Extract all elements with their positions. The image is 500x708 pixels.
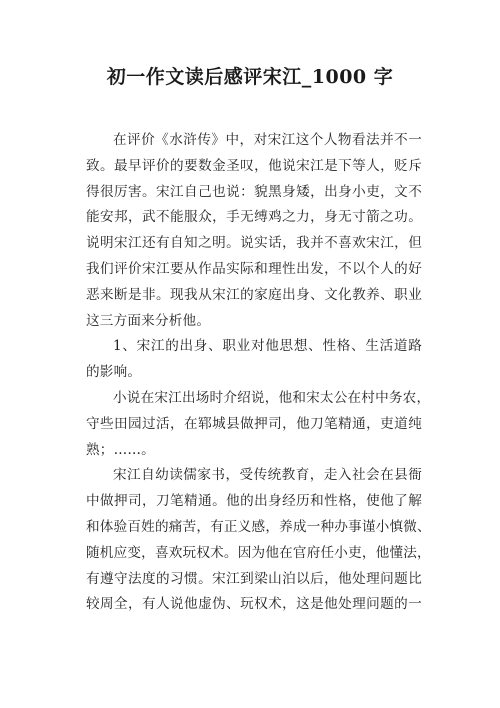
- document-title: 初一作文读后感评宋江_1000 字: [106, 66, 394, 88]
- paragraph-line: 有遵守法度的习惯。宋江到梁山泊以后，他处理问题比: [86, 570, 422, 587]
- paragraph-line: 这三方面来分析他。: [86, 312, 211, 329]
- paragraph-line: 小说在宋江出场时介绍说，他和宋太公在村中务农，: [113, 389, 431, 406]
- paragraph-line: 能安邦，武不能服众，手无缚鸡之力，身无寸箭之功。: [86, 209, 422, 226]
- section-heading-line: 的影响。: [86, 364, 142, 381]
- paragraph-line: 和体验百姓的痛苦，有正义感，养成一种办事谨小慎微、: [86, 518, 431, 535]
- paragraph-line: 得很厉害。宋江自己也说：貌黑身矮，出身小吏，文不: [86, 183, 422, 200]
- paragraph-line: 宋江自幼读儒家书，受传统教育，走入社会在县衙: [113, 467, 422, 484]
- document-body: [86, 128, 431, 618]
- paragraph-line: 恶来断是非。现我从宋江的家庭出身、文化教养、职业: [86, 286, 422, 303]
- paragraph-line: 守些田园过活，在郓城县做押司，他刀笔精通，吏道纯: [86, 415, 422, 432]
- paragraph-line: 我们评价宋江要从作品实际和理性出发，不以个人的好: [86, 260, 422, 277]
- paragraph-line: 熟；……。: [86, 441, 155, 458]
- paragraph-line: 致。最早评价的要数金圣叹，他说宋江是下等人，贬斥: [86, 157, 422, 174]
- section-heading-line: 1、宋江的出身、职业对他思想、性格、生活道路: [113, 338, 422, 355]
- paragraph-line: 说明宋江还有自知之明。说实话，我并不喜欢宋江，但: [86, 235, 422, 252]
- paragraph-line: 较周全，有人说他虚伪、玩权术，这是他处理问题的一: [86, 596, 422, 613]
- paragraph-line: 随机应变，喜欢玩权术。因为他在官府任小吏，他懂法，: [86, 544, 431, 561]
- paragraph-line: 在评价《水浒传》中，对宋江这个人物看法并不一: [113, 132, 422, 148]
- paragraph-line: 中做押司，刀笔精通。他的出身经历和性格，使他了解: [86, 493, 422, 510]
